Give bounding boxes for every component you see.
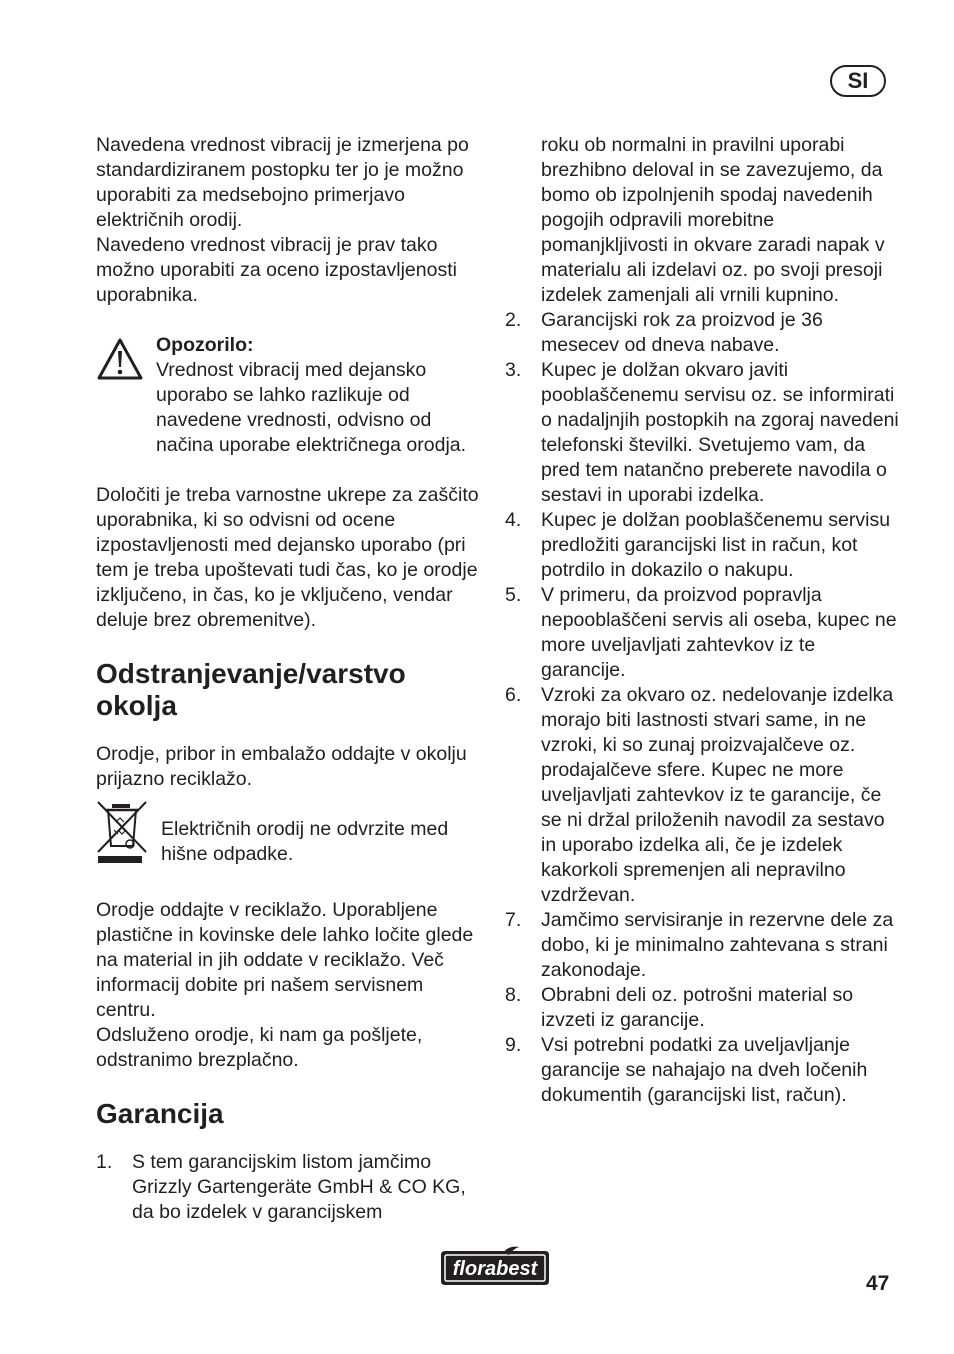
- list-item: [505, 983, 900, 1033]
- list-item-text: Kupec je dolžan okvaro javiti pooblaščenemu servisu oz. se informirati o nadaljnjih postopkih na zgoraj navedeni telefonski številki. Svetujemo vam, da pred tem natančno preberete navodila o sestavi in uporabi izdelka.: [541, 359, 899, 506]
- right-column: [505, 133, 900, 1108]
- list-item-text: Garancijski rok za proizvod je 36 mesecev od dneva nabave.: [541, 309, 823, 356]
- warning-title: Opozorilo:: [156, 334, 254, 356]
- list-item: [505, 358, 900, 508]
- list-item: [96, 1150, 486, 1225]
- free-disposal-paragraph: Odsluženo orodje, ki nam ga pošljete, odstranimo brezplačno.: [96, 1024, 423, 1071]
- warning-triangle-icon: [96, 333, 156, 458]
- list-item-number: 1.: [96, 1151, 113, 1173]
- vibration-paragraph-1: Navedena vrednost vibracij je izmerjena po standardiziranem postopku ter jo je možno uporabiti za medsebojno primerjavo električnih orodij.: [96, 134, 469, 231]
- crossed-out-bin-icon: [96, 800, 161, 873]
- recycling-detail-paragraph: Orodje oddajte v reciklažo. Uporabljene plastične in kovinske dele lahko ločite glede na material in jih oddate v reciklažo. Več informacij dobite pri našem servisnem centru.: [96, 899, 474, 1021]
- safety-measures-paragraph: Določiti je treba varnostne ukrepe za zaščito uporabnika, ki so odvisni od ocene izpostavljenosti med dejansko uporabo (pri tem je treba upoštevati tudi čas, ko je orodje izključeno, in čas, ko je vključeno, vendar deluje brez obremenitve).: [96, 484, 479, 631]
- list-item-text: Kupec je dolžan pooblaščenemu servisu predložiti garancijski list in račun, kot potrdilo in dokazilo o nakupu.: [541, 509, 891, 581]
- list-item: [505, 308, 900, 358]
- list-item-text: V primeru, da proizvod popravlja nepooblaščeni servis ali oseba, kupec ne more uveljavljati zahtevkov iz te garancije.: [541, 584, 897, 681]
- list-item-text: Vzroki za okvaro oz. nedelovanje izdelka morajo biti lastnosti stvari same, in ne vzroki, ki so zunaj proizvajalčeve oz. prodajalčeve sfere. Kupec ne more uveljavljati zahtevkov iz te garancije, če se ni držal priloženih navodil za sestavo in uporabo izdelka ali, če je izdelek kakorkoli spremenjen ali nepravilno vzdrževan.: [541, 684, 894, 906]
- left-column: [96, 133, 486, 1225]
- list-item-number: 6.: [505, 684, 522, 706]
- vibration-paragraph-2: Navedeno vrednost vibracij je prav tako možno uporabiti za oceno izpostavljenosti uporabnika.: [96, 234, 457, 306]
- list-item: [505, 508, 900, 583]
- list-item-number: 3.: [505, 359, 522, 381]
- list-item-continuation: roku ob normalni in pravilni uporabi brezhibno deloval in se zavezujemo, da bomo ob izpolnjenih spodaj navedenih pogojih odpravili morebitne pomanjkljivosti in okvare zaradi napak v materialu ali izdelavi oz. po svoji presoji izdelek zamenjali ali vrnili kupnino.: [541, 134, 885, 306]
- list-item: [505, 1033, 900, 1108]
- list-item-text: Obrabni deli oz. potrošni material so izvzeti iz garancije.: [541, 984, 854, 1031]
- list-item-number: 2.: [505, 309, 522, 331]
- list-item-number: 7.: [505, 909, 522, 931]
- list-item-number: 5.: [505, 584, 522, 606]
- list-item-number: 9.: [505, 1034, 522, 1056]
- weee-text: Električnih orodij ne odvrzite med hišne odpadke.: [161, 818, 449, 865]
- florabest-logo: [437, 1243, 553, 1296]
- weee-block: [96, 802, 486, 873]
- list-item-number: 8.: [505, 984, 522, 1006]
- recycling-paragraph: Orodje, pribor in embalažo oddajte v okolju prijazno reciklažo.: [96, 743, 467, 790]
- list-item-text: S tem garancijskim listom jamčimo Grizzly Gartengeräte GmbH & CO KG, da bo izdelek v garancijskem: [132, 1151, 466, 1223]
- list-item: [505, 583, 900, 683]
- list-item: [505, 683, 900, 908]
- warning-text: Vrednost vibracij med dejansko uporabo se lahko razlikuje od navedene vrednosti, odvisno od načina uporabe električnega orodja.: [156, 359, 467, 456]
- warranty-heading: Garancija: [96, 1098, 224, 1129]
- list-item-text: Jamčimo servisiranje in rezervne dele za dobo, ki je minimalno zahtevana s strani zakonodaje.: [541, 909, 894, 981]
- list-item-text: Vsi potrebni podatki za uveljavljanje garancije se nahajajo na dveh ločenih dokumentih (garancijski list, račun).: [541, 1034, 868, 1106]
- svg-text:florabest: florabest: [452, 1258, 538, 1280]
- language-badge: SI: [830, 65, 886, 97]
- warning-block: [96, 333, 486, 458]
- list-item: [505, 908, 900, 983]
- warranty-list: [505, 308, 900, 1108]
- page-number: 47: [866, 1272, 890, 1295]
- disposal-heading: Odstranjevanje/varstvo okolja: [96, 658, 406, 721]
- warranty-list-start: [96, 1150, 486, 1225]
- list-item-number: 4.: [505, 509, 522, 531]
